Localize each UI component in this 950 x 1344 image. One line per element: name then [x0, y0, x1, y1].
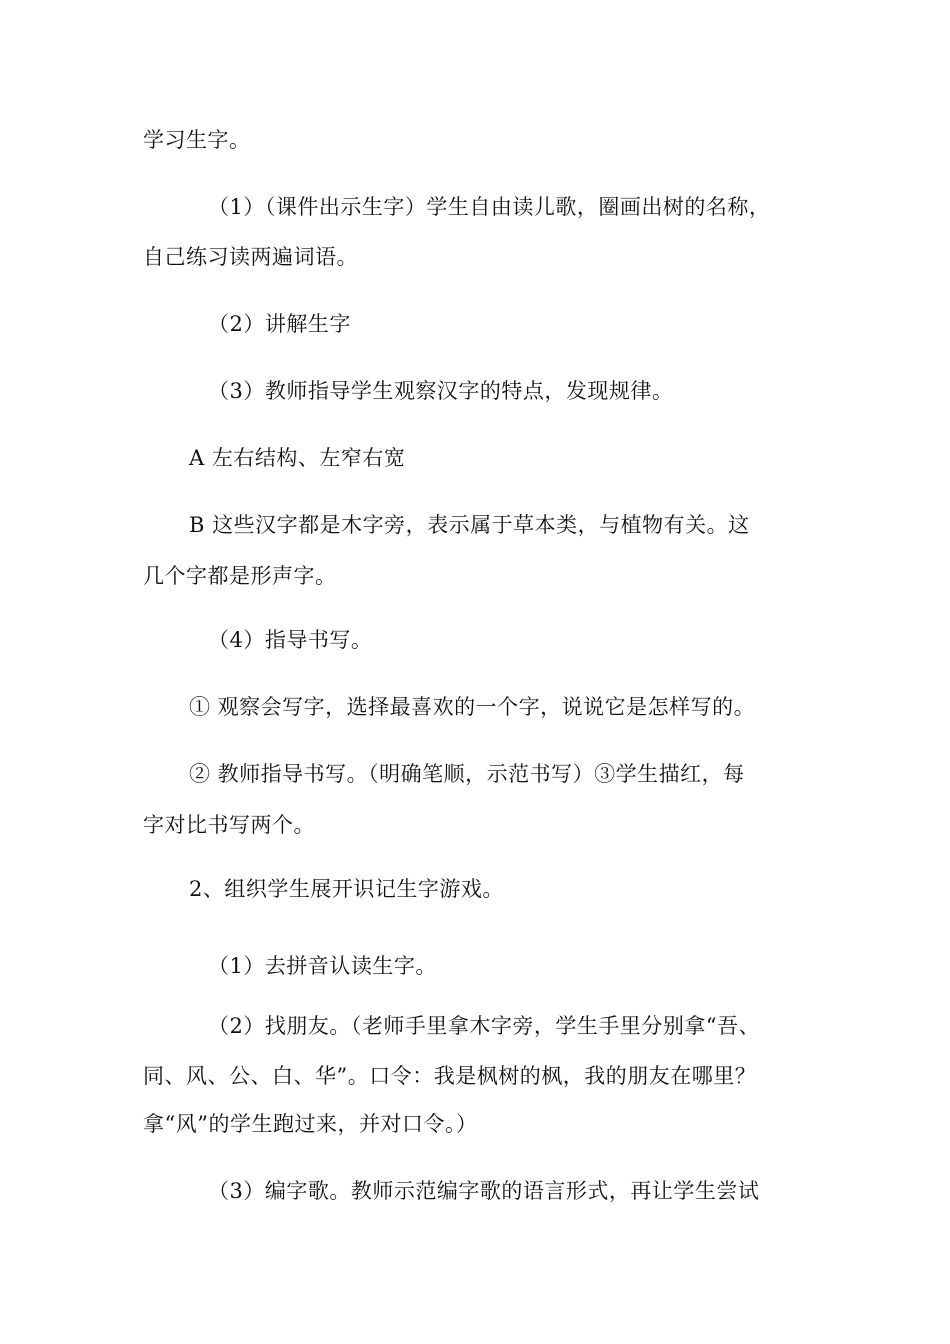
text-line: （3）编字歌。教师示范编字歌的语言形式，再让学生尝试 [208, 1179, 760, 1203]
text-line: B 这些汉字都是木字旁，表示属于草本类，与植物有关。这 [189, 513, 750, 537]
text-line: 2、组织学生展开识记生字游戏。 [189, 877, 504, 901]
text-line: 字对比书写两个。 [143, 813, 315, 837]
text-line: （2）找朋友。（老师手里拿木字旁，学生手里分别拿“吾、 [208, 1014, 761, 1038]
text-line: （4）指导书写。 [208, 628, 373, 652]
text-line: （2）讲解生字 [208, 312, 351, 336]
text-line: （1）（课件出示生字）学生自由读儿歌，圈画出树的名称， [208, 195, 771, 219]
text-line: （3）教师指导学生观察汉字的特点，发现规律。 [208, 379, 674, 403]
text-line: （1）去拼音认读生字。 [208, 954, 437, 978]
text-line: ② 教师指导书写。（明确笔顺，示范书写）③学生描红，每 [189, 762, 745, 786]
text-line: 同、风、公、白、华”。口令：我是枫树的枫，我的朋友在哪里？ [143, 1064, 757, 1088]
text-line: ① 观察会写字，选择最喜欢的一个字，说说它是怎样写的。 [189, 695, 756, 719]
text-line: 学习生字。 [143, 128, 251, 152]
text-line: 自己练习读两遍词语。 [143, 245, 358, 269]
text-line: 拿“风”的学生跑过来，并对口令。） [143, 1112, 478, 1136]
text-line: A 左右结构、左窄右宽 [189, 446, 406, 470]
text-line: 几个字都是形声字。 [143, 564, 337, 588]
